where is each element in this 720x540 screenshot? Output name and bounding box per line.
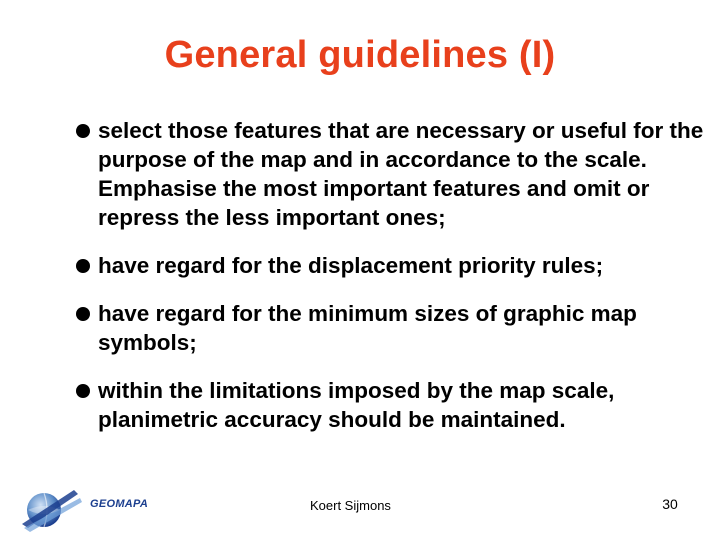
slide-title: General guidelines (I) — [164, 34, 556, 76]
bullet-item — [74, 251, 704, 280]
logo-text: GEOMAPA — [90, 498, 149, 510]
globe-icon — [14, 484, 84, 532]
bullet-item — [74, 116, 704, 232]
bullet-dot-icon — [76, 384, 90, 398]
author-name: Koert Sijmons — [310, 498, 391, 513]
bullet-item — [74, 299, 704, 357]
slide-footer — [0, 484, 720, 540]
bullet-dot-icon — [76, 124, 90, 138]
page-number: 30 — [662, 496, 678, 512]
bullet-list — [74, 116, 704, 453]
geomapa-logo — [14, 484, 174, 532]
bullet-text: select those features that are necessary or useful for the purpose of the map and in accordance to the scale. Emphasise the most important features and omit or repress the less important ones; — [98, 118, 704, 230]
bullet-dot-icon — [76, 259, 90, 273]
bullet-item — [74, 376, 704, 434]
bullet-text: have regard for the displacement priority rules; — [98, 253, 604, 278]
bullet-dot-icon — [76, 307, 90, 321]
bullet-text: have regard for the minimum sizes of graphic map symbols; — [98, 301, 637, 355]
bullet-text: within the limitations imposed by the map scale, planimetric accuracy should be maintained. — [98, 378, 615, 432]
